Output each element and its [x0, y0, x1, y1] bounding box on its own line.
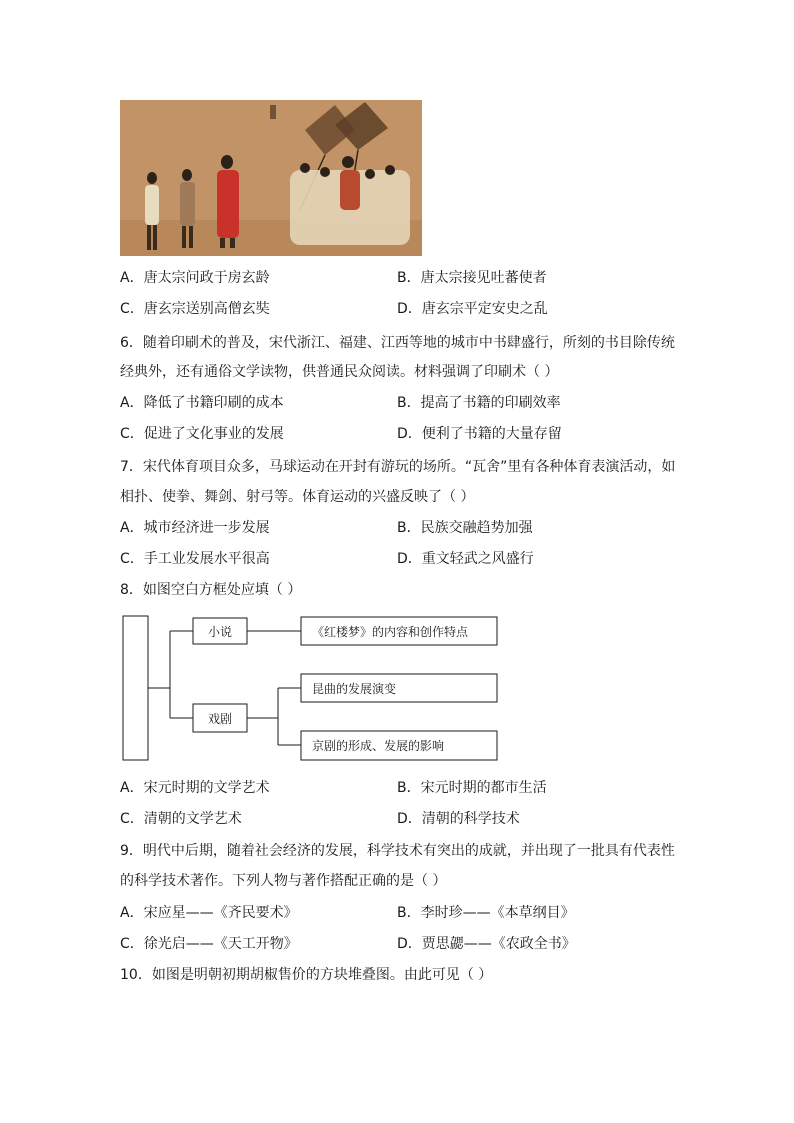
- q7-option-d: D．重文轻武之风盛行: [397, 551, 534, 567]
- novel-detail-label: 《红楼梦》的内容和创作特点: [312, 625, 469, 639]
- q8-option-c: C．清朝的文学艺术: [120, 811, 242, 827]
- q6-option-c: C．促进了文化事业的发展: [120, 426, 284, 442]
- q7-option-a: A．城市经济进一步发展: [120, 520, 270, 536]
- q7-option-b: B．民族交融趋势加强: [397, 520, 533, 536]
- drama-detail2-label: 京剧的形成、发展的影响: [312, 739, 445, 753]
- q9-option-c: C．徐光启——《天工开物》: [120, 936, 298, 952]
- q5-option-c: C．唐玄宗送别高僧玄奘: [120, 301, 270, 317]
- q9-stem-line2: 的科学技术著作。下列人物与著作搭配正确的是（ ）: [120, 873, 447, 889]
- q7-option-c: C．手工业发展水平很高: [120, 551, 270, 567]
- q8-option-a: A．宋元时期的文学艺术: [120, 780, 270, 796]
- q5-option-a: A．唐太宗问政于房玄龄: [120, 270, 270, 286]
- q10-stem: 10．如图是明朝初期胡椒售价的方块堆叠图。由此可见（ ）: [120, 967, 493, 983]
- q8-option-d: D．清朝的科学技术: [397, 811, 520, 827]
- q9-option-d: D．贾思勰——《农政全书》: [397, 936, 576, 952]
- novel-label: 小说: [207, 625, 233, 639]
- q6-stem-line1: 6．随着印刷术的普及，宋代浙江、福建、江西等地的城市中书肆盛行，所刻的书目除传统: [120, 335, 675, 351]
- q6-option-d: D．便利了书籍的大量存留: [397, 426, 562, 442]
- painting-illustration: [120, 100, 422, 256]
- drama-detail1-label: 昆曲的发展演变: [312, 682, 397, 696]
- drama-label: 戏剧: [207, 712, 233, 726]
- q9-option-b: B．李时珍——《本草纲目》: [397, 905, 575, 921]
- q7-stem-line2: 相扑、使拳、舞剑、射弓等。体育运动的兴盛反映了（ ）: [120, 489, 475, 505]
- tang-court-painting: [120, 100, 422, 256]
- q6-option-a: A．降低了书籍印刷的成本: [120, 395, 284, 411]
- q8-stem: 8．如图空白方框处应填（ ）: [120, 582, 302, 598]
- literature-diagram: [120, 612, 510, 764]
- q8-option-b: B．宋元时期的都市生活: [397, 780, 547, 796]
- q5-option-d: D．唐玄宗平定安史之乱: [397, 301, 548, 317]
- q5-option-b: B．唐太宗接见吐蕃使者: [397, 270, 547, 286]
- q6-option-b: B．提高了书籍的印刷效率: [397, 395, 561, 411]
- q9-stem-line1: 9．明代中后期，随着社会经济的发展，科学技术有突出的成就，并出现了一批具有代表性: [120, 843, 675, 859]
- blank-box: [123, 616, 148, 760]
- q6-stem-line2: 经典外，还有通俗文学读物，供普通民众阅读。材料强调了印刷术（ ）: [120, 364, 559, 380]
- q7-stem-line1: 7．宋代体育项目众多，马球运动在开封有游玩的场所。“瓦舍”里有各种体育表演活动，如: [120, 459, 676, 475]
- q9-option-a: A．宋应星——《齐民要术》: [120, 905, 298, 921]
